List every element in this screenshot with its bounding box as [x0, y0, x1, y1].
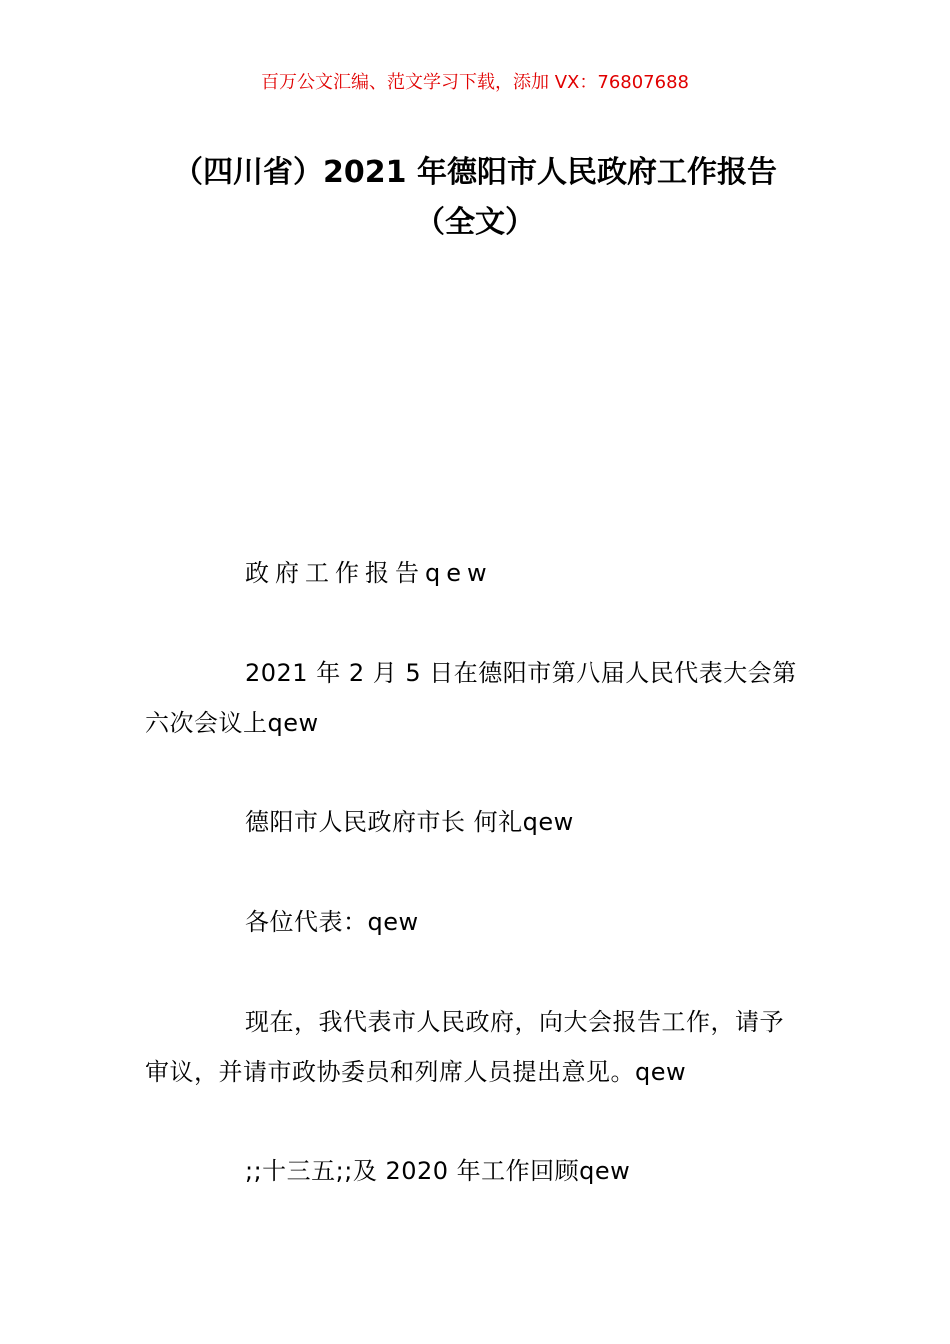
paragraph-author: 德阳市人民政府市长 何礼qew	[245, 808, 574, 836]
paragraph-meeting-date: 2021 年 2 月 5 日在德阳市第八届人民代表大会第六次会议上qew	[145, 659, 797, 737]
paragraph-section-heading: ;;十三五;;及 2020 年工作回顾qew	[245, 1157, 631, 1185]
document-title: （四川省）2021 年德阳市人民政府工作报告（全文）	[173, 155, 777, 240]
paragraph-salutation: 各位代表：qew	[245, 908, 419, 936]
watermark-header-note: 百万公文汇编、范文学习下载，添加 VX：76807688	[261, 72, 689, 93]
paragraph-intro: 现在，我代表市人民政府，向大会报告工作，请予审议，并请市政协委员和列席人员提出意见。qew	[145, 1008, 784, 1086]
paragraph-report-heading: 政府工作报告qew	[245, 559, 493, 587]
